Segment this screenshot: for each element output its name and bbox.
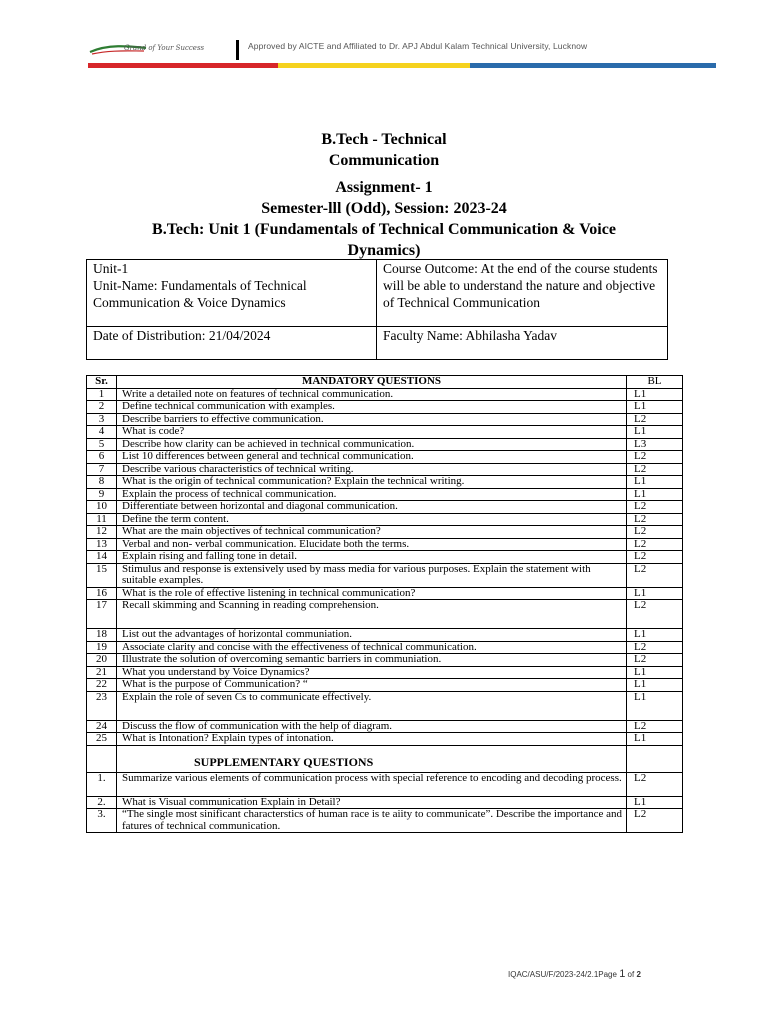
question-text: Summarize various elements of communication process with special reference to encoding and decoding process. (117, 772, 627, 796)
question-number: 1 (87, 388, 117, 401)
bloom-level: L3 (627, 438, 683, 451)
course-title-line1: B.Tech - Technical (321, 131, 447, 148)
question-text: List out the advantages of horizontal communiation. (117, 629, 627, 642)
question-number: 20 (87, 654, 117, 667)
supplementary-section (87, 745, 683, 772)
question-number: 12 (87, 526, 117, 539)
supplementary-row (87, 772, 683, 796)
unit-name: Unit-Name: Fundamentals of Technical Communication & Voice Dynamics (93, 278, 307, 310)
question-number: 6 (87, 451, 117, 464)
question-row (87, 526, 683, 539)
bloom-level: L2 (627, 451, 683, 464)
unit-cell (87, 260, 377, 327)
bloom-level: L1 (627, 488, 683, 501)
question-text: Differentiate between horizontal and diagonal communication. (117, 501, 627, 514)
question-row (87, 654, 683, 667)
question-text: Define the term content. (117, 513, 627, 526)
question-row (87, 587, 683, 600)
question-row (87, 426, 683, 439)
bloom-level: L1 (627, 796, 683, 809)
question-number: 4 (87, 426, 117, 439)
question-number: 5 (87, 438, 117, 451)
question-number: 2. (87, 796, 117, 809)
header-divider (236, 40, 239, 60)
question-number: 8 (87, 476, 117, 489)
info-table (86, 259, 668, 360)
bloom-level: L2 (627, 551, 683, 564)
question-text: What is Intonation? Explain types of intonation. (117, 733, 627, 746)
bloom-level: L2 (627, 654, 683, 667)
bloom-level: L1 (627, 476, 683, 489)
question-number: 18 (87, 629, 117, 642)
page-word: Page (598, 970, 617, 979)
distribution-date: Date of Distribution: 21/04/2024 (87, 327, 377, 360)
question-text: “The single most sinificant characterstics of human race is te aiity to communicate”. Describe the importance and fatures of technical communication. (117, 809, 627, 833)
question-row (87, 488, 683, 501)
mandatory-questions (87, 388, 683, 745)
question-row (87, 438, 683, 451)
question-row (87, 501, 683, 514)
question-text: Explain rising and falling tone in detail. (117, 551, 627, 564)
question-row (87, 413, 683, 426)
logo-tagline: Grand of Your Success (124, 44, 205, 52)
bloom-level: L2 (627, 538, 683, 551)
question-number: 9 (87, 488, 117, 501)
question-text: What is the origin of technical communication? Explain the technical writing. (117, 476, 627, 489)
question-row (87, 513, 683, 526)
question-number: 25 (87, 733, 117, 746)
bloom-level: L1 (627, 587, 683, 600)
question-text: What is Visual communication Explain in Detail? (117, 796, 627, 809)
question-number: 16 (87, 587, 117, 600)
question-row (87, 451, 683, 464)
unit-label: Unit-1 (93, 261, 129, 276)
of-word: of (627, 970, 635, 979)
question-number: 1. (87, 772, 117, 796)
question-text: Associate clarity and concise with the effectiveness of technical communication. (117, 641, 627, 654)
bloom-level: L2 (627, 563, 683, 587)
page-number: 1 (619, 968, 626, 980)
question-number: 22 (87, 679, 117, 692)
question-number: 19 (87, 641, 117, 654)
bloom-level: L1 (627, 401, 683, 414)
unit-title-line2: Dynamics) (347, 242, 421, 259)
stripe-blue (470, 63, 716, 68)
question-number: 21 (87, 666, 117, 679)
question-text: Discuss the flow of communication with the help of diagram. (117, 720, 627, 733)
bloom-level: L1 (627, 426, 683, 439)
question-row (87, 538, 683, 551)
question-text: Describe various characteristics of technical writing. (117, 463, 627, 476)
question-number: 2 (87, 401, 117, 414)
question-number: 10 (87, 501, 117, 514)
bloom-level: L2 (627, 513, 683, 526)
question-row (87, 666, 683, 679)
page-footer (508, 968, 641, 980)
affiliation-text: Approved by AICTE and Affiliated to Dr. APJ Abdul Kalam Technical University, Lucknow (248, 41, 588, 51)
question-number: 7 (87, 463, 117, 476)
bloom-level: L2 (627, 526, 683, 539)
question-text: Define technical communication with examples. (117, 401, 627, 414)
question-text: Explain the role of seven Cs to communicate effectively. (117, 691, 627, 720)
question-row (87, 720, 683, 733)
faculty-name: Faculty Name: Abhilasha Yadav (377, 327, 668, 360)
bloom-level: L1 (627, 679, 683, 692)
question-number: 3. (87, 809, 117, 833)
question-row (87, 679, 683, 692)
question-row (87, 476, 683, 489)
bloom-level: L2 (627, 809, 683, 833)
question-number: 3 (87, 413, 117, 426)
supplementary-row (87, 796, 683, 809)
question-text: Write a detailed note on features of technical communication. (117, 388, 627, 401)
semester-title: Semester-lll (Odd), Session: 2023-24 (261, 200, 507, 217)
question-text: Illustrate the solution of overcoming semantic barriers in communiation. (117, 654, 627, 667)
question-row (87, 691, 683, 720)
assignment-title: Assignment- 1 (335, 179, 433, 196)
question-row (87, 551, 683, 564)
course-title-line2: Communication (328, 152, 440, 169)
question-number: 23 (87, 691, 117, 720)
question-number: 13 (87, 538, 117, 551)
question-text: What is code? (117, 426, 627, 439)
bloom-level: L1 (627, 666, 683, 679)
bloom-level: L2 (627, 413, 683, 426)
col-bl: BL (627, 376, 683, 389)
question-row (87, 388, 683, 401)
question-text: What you understand by Voice Dynamics? (117, 666, 627, 679)
stripe-red (88, 63, 278, 68)
bloom-level: L1 (627, 629, 683, 642)
question-text: Describe how clarity can be achieved in technical communication. (117, 438, 627, 451)
supplementary-heading: SUPPLEMENTARY QUESTIONS (117, 745, 627, 772)
question-number: 24 (87, 720, 117, 733)
question-text: What are the main objectives of technical communication? (117, 526, 627, 539)
unit-title-line1: B.Tech: Unit 1 (Fundamentals of Technical Communication & Voice (152, 221, 616, 238)
question-text: What is the role of effective listening in technical communication? (117, 587, 627, 600)
question-row (87, 641, 683, 654)
question-text: Describe barriers to effective communication. (117, 413, 627, 426)
supplementary-questions (87, 772, 683, 833)
stripe-yellow (278, 63, 470, 68)
question-text: Stimulus and response is extensively used by mass media for various purposes. Explain the statement with suitable examples. (117, 563, 627, 587)
question-row (87, 463, 683, 476)
course-outcome: Course Outcome: At the end of the course students will be able to understand the nature and objective of Technical Communication (377, 260, 668, 327)
college-logo (88, 40, 228, 60)
question-number: 14 (87, 551, 117, 564)
doc-code: IQAC/ASU/F/2023-24/2.1 (508, 970, 599, 979)
bloom-level: L2 (627, 600, 683, 629)
col-sr: Sr. (87, 376, 117, 389)
question-row (87, 733, 683, 746)
supplementary-row (87, 809, 683, 833)
question-text: List 10 differences between general and technical communication. (117, 451, 627, 464)
questions-table (86, 375, 683, 833)
question-text: Recall skimming and Scanning in reading comprehension. (117, 600, 627, 629)
question-text: Verbal and non- verbal communication. Elucidate both the terms. (117, 538, 627, 551)
question-row (87, 600, 683, 629)
question-number: 11 (87, 513, 117, 526)
col-questions: MANDATORY QUESTIONS (117, 376, 627, 389)
question-number: 17 (87, 600, 117, 629)
bloom-level: L2 (627, 641, 683, 654)
question-text: What is the purpose of Communication? “ (117, 679, 627, 692)
bloom-level: L2 (627, 772, 683, 796)
page-total: 2 (636, 970, 641, 979)
question-number: 15 (87, 563, 117, 587)
bloom-level: L2 (627, 463, 683, 476)
question-row (87, 401, 683, 414)
bloom-level: L1 (627, 388, 683, 401)
bloom-level: L2 (627, 720, 683, 733)
bloom-level: L1 (627, 691, 683, 720)
bloom-level: L2 (627, 501, 683, 514)
bloom-level: L1 (627, 733, 683, 746)
question-row (87, 629, 683, 642)
question-text: Explain the process of technical communication. (117, 488, 627, 501)
question-row (87, 563, 683, 587)
